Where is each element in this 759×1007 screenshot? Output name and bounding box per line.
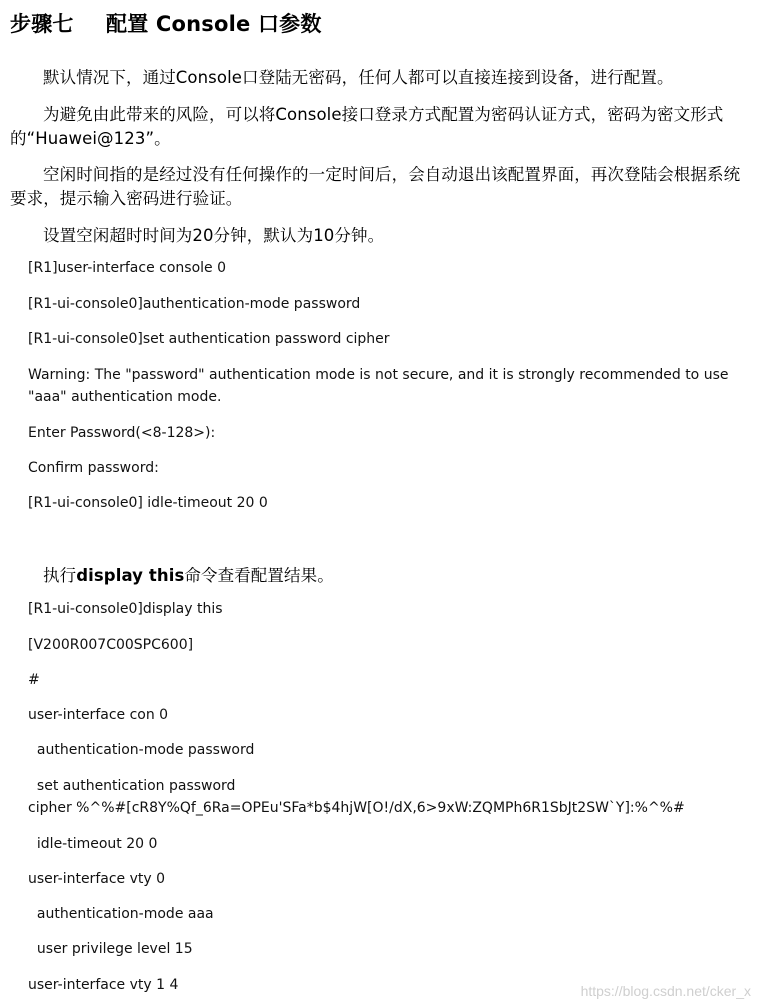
display-output-line: set authentication password: [28, 778, 236, 794]
paragraph-display-this: [10, 564, 745, 588]
step-label: 步骤七: [10, 12, 74, 36]
config-line: [R1-ui-console0]set authentication password cipher: [28, 331, 390, 347]
section-title: 配置 Console 口参数: [106, 12, 322, 36]
paragraph-idle-time-explain: 空闲时间指的是经过没有任何操作的一定时间后，会自动退出该配置界面，再次登陆会根据系统要求，提示输入密码进行验证。: [10, 165, 741, 208]
paragraph-idle-timeout-setting: 设置空闲超时时间为20分钟，默认为10分钟。: [43, 226, 385, 245]
display-output-line: user-interface vty 0: [28, 871, 165, 887]
display-output-line: [V200R007C00SPC600]: [28, 637, 194, 653]
paragraph-default-no-password: 默认情况下，通过Console口登陆无密码，任何人都可以直接连接到设备，进行配置。: [43, 68, 674, 87]
paragraph-password-auth: 为避免由此带来的风险，可以将Console接口登录方式配置为密码认证方式，密码为密文形式的“Huawei@123”。: [10, 105, 724, 148]
watermark: https://blog.csdn.net/cker_x: [580, 983, 751, 999]
config-line: [R1-ui-console0]authentication-mode password: [28, 296, 361, 312]
display-output-line: user-interface vty 1 4: [28, 977, 179, 993]
config-line: [R1]user-interface console 0: [28, 260, 226, 276]
display-prefix: 执行: [43, 566, 77, 585]
display-output-line: user-interface con 0: [28, 707, 169, 723]
display-output-line: authentication-mode aaa: [28, 906, 214, 922]
config-line: Confirm password:: [28, 460, 159, 476]
config-line: [R1-ui-console0] idle-timeout 20 0: [28, 495, 268, 511]
warning-message: Warning: The "password" authentication mode is not secure, and it is strongly recommended to use "aaa" authentication mode.: [28, 367, 733, 405]
config-line: Enter Password(<8-128>):: [28, 425, 216, 441]
section-heading: [10, 10, 322, 38]
display-command: display this: [76, 566, 185, 585]
display-suffix: 命令查看配置结果。: [184, 566, 334, 585]
display-output-line: idle-timeout 20 0: [28, 836, 158, 852]
display-output-line: [R1-ui-console0]display this: [28, 601, 223, 617]
display-output-line: authentication-mode password: [28, 742, 255, 758]
cipher-line: cipher %^%#[cR8Y%Qf_6Ra=OPEu'SFa*b$4hjW[O!/dX,6>9xW:ZQMPh6R1SbJt2SW`Y]:%^%#: [28, 800, 685, 816]
display-output-line: #: [28, 672, 40, 688]
display-output-line: user privilege level 15: [28, 941, 193, 957]
